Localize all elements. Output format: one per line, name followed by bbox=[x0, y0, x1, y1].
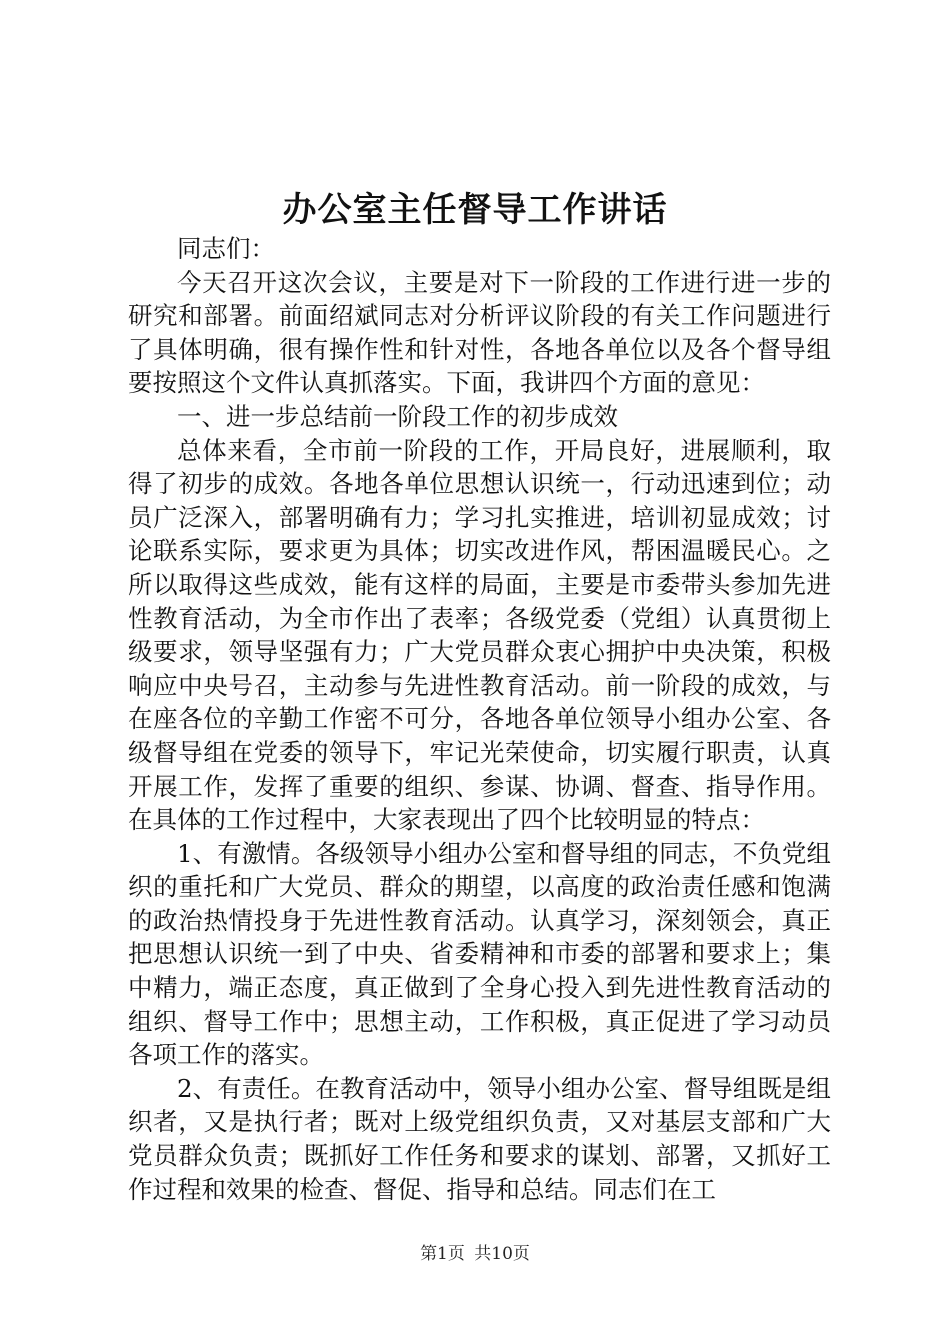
page-number: 第1页 bbox=[420, 1244, 465, 1264]
document-body bbox=[128, 232, 831, 1206]
intro-paragraph: 今天召开这次会议，主要是对下一阶段的工作进行进一步的研究和部署。前面绍斌同志对分析评议阶段的有关工作问题进行了具体明确，很有操作性和针对性，各地各单位以及各个督导组要按照这个文件认真抓落实。下面，我讲四个方面的意见： bbox=[128, 267, 831, 398]
page-footer bbox=[0, 1242, 950, 1266]
section-heading: 一、进一步总结前一阶段工作的初步成效 bbox=[177, 401, 618, 431]
page-total: 共10页 bbox=[474, 1244, 530, 1264]
point-2-paragraph: 2、有责任。在教育活动中，领导小组办公室、督导组既是组织者，又是执行者；既对上级党组织负责，又对基层支部和广大党员群众负责；既抓好工作任务和要求的谋划、部署，又抓好工作过程和效果的检查、督促、指导和总结。同志们在工 bbox=[128, 1073, 831, 1204]
document-title: 办公室主任督导工作讲话 bbox=[282, 190, 668, 230]
summary-paragraph: 总体来看，全市前一阶段的工作，开局良好，进展顺利，取得了初步的成效。各地各单位思想认识统一，行动迅速到位；动员广泛深入，部署明确有力；学习扎实推进，培训初显成效；讨论联系实际，要求更为具体；切实改进作风，帮困温暖民心。之所以取得这些成效，能有这样的局面，主要是市委带头参加先进性教育活动，为全市作出了表率；各级党委（党组）认真贯彻上级要求，领导坚强有力；广大党员群众衷心拥护中央决策，积极响应中央号召，主动参与先进性教育活动。前一阶段的成效，与在座各位的辛勤工作密不可分，各地各单位领导小组办公室、各级督导组在党委的领导下，牢记光荣使命，切实履行职责，认真开展工作，发挥了重要的组织、参谋、协调、督查、指导作用。在具体的工作过程中，大家表现出了四个比较明显的特点： bbox=[128, 435, 831, 835]
point-1-paragraph: 1、有激情。各级领导小组办公室和督导组的同志，不负党组织的重托和广大党员、群众的期望，以高度的政治责任感和饱满的政治热情投身于先进性教育活动。认真学习，深刻领会，真正把思想认识统一到了中央、省委精神和市委的部署和要求上；集中精力，端正态度，真正做到了全身心投入到先进性教育活动的组织、督导工作中；思想主动，工作积极，真正促进了学习动员各项工作的落实。 bbox=[128, 838, 831, 1070]
salutation: 同志们： bbox=[177, 234, 275, 263]
